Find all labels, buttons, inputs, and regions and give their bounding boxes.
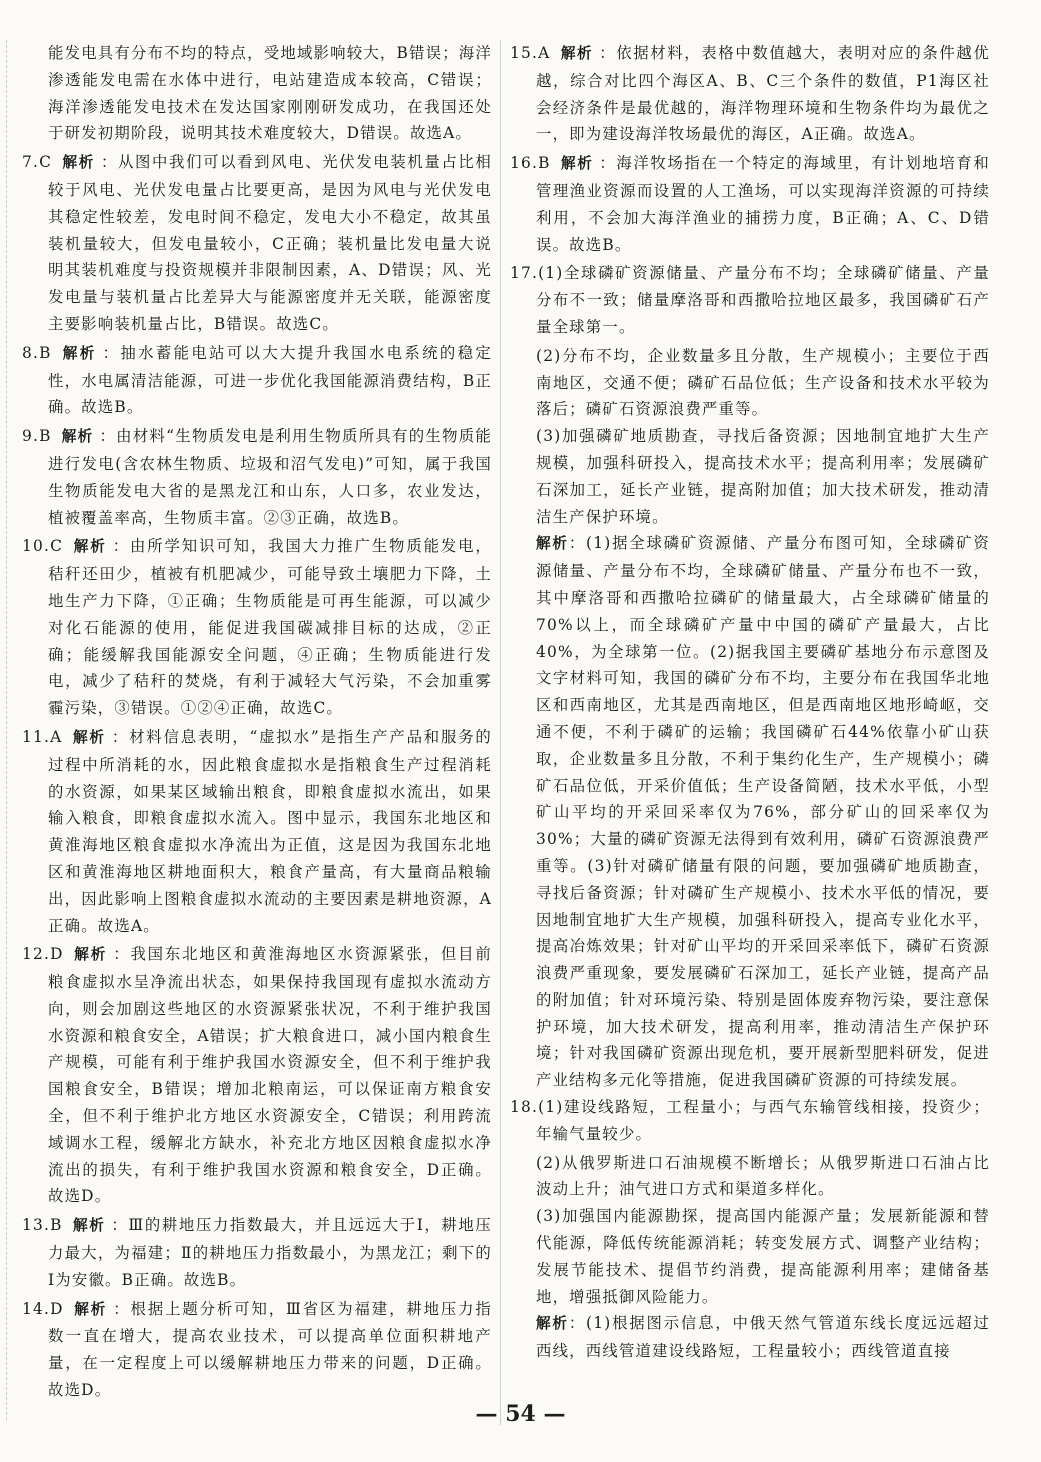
answer-18-part-2: (2)从俄罗斯进口石油规模不断增长；从俄罗斯进口石油占比波动上升；油气进口方式和渠道多样化。 xyxy=(536,1153,990,1199)
analysis-label: 解析 xyxy=(61,428,94,446)
analysis-label: 解析 xyxy=(73,538,107,556)
answer-18-analysis: 解析：(1)根据图示信息，中俄天然气管道东线长度远远超过西线，西线管道建设线路短，工程量较小；西线管道直接 xyxy=(536,1314,990,1361)
answer-11-text: 材料信息表明，“虚拟水”是指生产产品和服务的过程中所消耗的水，因此粮食虚拟水是指粮食生产过程消耗的水资源，如果某区域输出粮食，即粮食虚拟水流出，如果输入粮食，即粮食虚拟水流入。图中显示，我国东北地区和黄淮海地区粮食虚拟水净流出为正值，这是因为我国东北地区和黄淮海地区耕地面积大，粮食产量高，有大量商品粮输出，因此影响上图粮食虚拟水流动的主要因素是耕地资源，A正确。故选A。 xyxy=(48,727,493,935)
answer-17-part-2: (2)分布不均，企业数量多且分散，生产规模小；主要位于西南地区，交通不便；磷矿石品位低；生产设备和技术水平较为落后；磷矿石资源浪费严重等。 xyxy=(536,346,990,419)
answer-12-text: 我国东北地区和黄淮海地区水资源紧张，但目前粮食虚拟水呈净流出状态，如果保持我国现有虚拟水流动方向，则会加剧这些地区的水资源紧张状况，不利于维护我国水资源和粮食安全，A错误；扩大粮食进口，减小国内粮食生产规模，可能有利于维护我国水资源安全，但不利于维护我国粮食安全，B错误；增加北粮南运，可以保证南方粮食安全，但不利于维护北方地区水资源安全，C错误；利用跨流域调水工程，缓解北方缺水，补充北方地区因粮食虚拟水净流出的损失，有利于维护我国水资源和粮食安全，D正确。故选D。 xyxy=(48,945,492,1206)
analysis-label: 解析 xyxy=(72,1217,106,1235)
binding-line xyxy=(6,40,7,1420)
answer-9-text: 由材料“生物质发电是利用生物质所具有的生物质能进行发电(含农林生物质、垃圾和沼气发电)”可知，属于我国生物质能发电大省的是黑龙江和山东，人口多，农业发达，植被覆盖率高，生物质丰富。②③正确，故选B。 xyxy=(48,427,493,527)
answer-13-number: 13.B xyxy=(22,1216,63,1235)
answer-8-number: 8.B xyxy=(22,343,52,362)
analysis-label: 解析 xyxy=(536,1315,569,1333)
answer-10: 10.C 解析 ：由所学知识可知，我国大力推广生物质能发电，秸秆还田少，植被有机肥减少，可能导致土壤肥力下降，土地生产力下降，①正确；生物质能是可再生能源，可以减少对化石能源的使用，能促进我国碳减排目标的达成，②正确；能缓解我国能源安全问题，④正确；生物质能进行发电，减少了秸秆的焚烧，有利于减轻大气污染，不会加重雾霾污染，③错误。①②④正确，故选C。 xyxy=(22,537,493,718)
answer-14-text: 根据上题分析可知，Ⅲ省区为福建，耕地压力指数一直在增大，提高农业技术，可以提高单位面积耕地产量，在一定程度上可以缓解耕地压力带来的问题，D正确。故选D。 xyxy=(48,1299,493,1400)
answer-15-number: 15.A xyxy=(510,44,551,62)
answer-18-part-3: (3)加强国内能源勘探，提高国内能源产量；发展新能源和替代能源，降低传统能源消耗；转变发展方式、调整产业结构；发展节能技术、提倡节约消费，提高能源利用率；建储备基地，增强抵御风险能力。 xyxy=(536,1207,990,1306)
answer-15-text: 依据材料，表格中数值越大，表明对应的条件越优越，综合对比四个海区A、B、C三个条件的数值，P1海区社会经济条件是最优越的，海洋物理环境和生物条件均为最优之一，即为建设海洋牧场最优的海区，A正确。故选A。 xyxy=(536,44,991,144)
answer-continuation: 能发电具有分布不均的特点，受地域影响较大，B错误；海洋渗透能发电需在水体中进行，电站建造成本较高，C错误；海洋渗透能发电技术在发达国家刚刚研发成功，在我国还处于研发初期阶段，说明其技术难度较大，D错误。故选A。 xyxy=(48,44,492,143)
analysis-label: 解析 xyxy=(62,154,95,172)
answer-18-part-1 xyxy=(510,1094,990,1148)
analysis-label: 解析 xyxy=(73,946,108,964)
answer-13-text: Ⅲ的耕地压力指数最大，并且远远大于Ⅰ，耕地压力最大，为福建；Ⅱ的耕地压力指数最小，为黑龙江；剩下的Ⅰ为安徽。B正确。故选B。 xyxy=(48,1216,493,1289)
analysis-label: 解析 xyxy=(560,45,594,62)
analysis-label: 解析 xyxy=(61,344,97,362)
answer-17-analysis: 解析：(1)据全球磷矿资源储、产量分布图可知，全球磷矿资源储量、产量分布不均，全球磷矿储量、产量分布也不一致，其中摩洛哥和西撒哈拉磷矿的储量最大，占全球磷矿储量的70%以上，而全球磷矿产量中中国的磷矿产量最大，占比40%，为全球第一位。(2)据我国主要磷矿基地分布示意图及文字材料可知，我国的磷矿分布不均，主要分布在我国华北地区和西南地区，尤其是西南地区，但是西南地区地形崎岖，交通不便，不利于磷矿的运输；我国磷矿石44%依靠小矿山获取，企业数量多且分散，不利于集约化生产，生产规模小；磷矿石品位低，开采价值低；生产设备简陋，技术水平低，小型矿山平均的开采回采率仅为76%，部分矿山的回采率仅为30%；大量的磷矿资源无法得到有效利用，磷矿石资源浪费严重等。(3)针对磷矿储量有限的问题，要加强磷矿地质勘查，寻找后备资源；针对磷矿生产规模小、技术水平低的情况，要因地制宜地扩大生产规模，加强科研投入，提高专业化水平，提高冶炼效果；针对矿山平均的开采回采率低下，磷矿石资源浪费严重现象，要发展磷矿石深加工，延长产业链，提高产品的附加值；针对环境污染、特别是固体废弃物污染，要注意保护环境，加大技术研发，提高利用率，推动清洁生产保护环境；针对我国磷矿资源出现危机，要开展新型肥料研发，促进产业结构多元化等措施，促进我国磷矿资源的可持续发展。 xyxy=(536,534,990,1090)
answer-17-analysis-text: (1)据全球磷矿资源储、产量分布图可知，全球磷矿资源储量、产量分布不均，全球磷矿储量、产量分布也不一致，其中摩洛哥和西撒哈拉磷矿的储量最大，占全球磷矿储量的70%以上，而全球磷矿产量中中国的磷矿产量最大，占比40%，为全球第一位。(2)据我国主要磷矿基地分布示意图及文字材料可知，我国的磷矿分布不均，主要分布在我国华北地区和西南地区，尤其是西南地区，但是西南地区地形崎岖，交通不便，不利于磷矿的运输；我国磷矿石44%依靠小矿山获取，企业数量多且分散，不利于集约化生产，生产规模小；磷矿石品位低，开采价值低；生产设备简陋，技术水平低，小型矿山平均的开采回采率仅为76%，部分矿山的回采率仅为30%；大量的磷矿资源无法得到有效利用，磷矿石资源浪费严重等。(3)针对磷矿储量有限的问题，要加强磷矿地质勘查，寻找后备资源；针对磷矿生产规模小、技术水平低的情况，要因地制宜地扩大生产规模，加强科研投入，提高专业化水平，提高冶炼效果；针对矿山平均的开采回采率低下，磷矿石资源浪费严重现象，要发展磷矿石深加工，延长产业链，提高产品的附加值；针对环境污染、特别是固体废弃物污染，要注意保护环境，加大技术研发，提高利用率，推动清洁生产保护环境；针对我国磷矿资源出现危机，要开展新型肥料研发，促进产业结构多元化等措施，促进我国磷矿资源的可持续发展。 xyxy=(536,534,990,1090)
answer-17-number: 17. xyxy=(510,264,539,283)
left-column xyxy=(22,40,492,1406)
analysis-label: 解析 xyxy=(536,535,569,553)
answer-17-part-1-text: (1)全球磷矿资源储量、产量分布不均；全球磷矿储量、产量分布不一致；储量摩洛哥和西撒哈拉地区最多，我国磷矿石产量全球第一。 xyxy=(536,264,990,336)
page-number: — 54 — xyxy=(475,1401,566,1427)
answer-16: 16.B 解析 ：海洋牧场指在一个特定的海域里，有计划地培育和管理渔业资源而设置的人工渔场，可以实现海洋资源的可持续利用，不会加大海洋渔业的捕捞力度，B正确；A、C、D错误。故选B。 xyxy=(510,154,990,254)
answer-14: 14.D 解析 ：根据上题分析可知，Ⅲ省区为福建，耕地压力指数一直在增大，提高农业技术，可以提高单位面积耕地产量，在一定程度上可以缓解耕地压力带来的问题，D正确。故选D。 xyxy=(22,1299,493,1400)
answer-8-text: 抽水蓄能电站可以大大提升我国水电系统的稳定性，水电属清洁能源，可进一步优化我国能源消费结构，B正确。故选B。 xyxy=(48,343,492,417)
answer-9-number: 9.B xyxy=(22,427,52,446)
answer-18-part-1-text: (1)建设线路短，工程量小；与西气东输管线相接，投资少；年输气量较少。 xyxy=(536,1098,990,1143)
answer-9: 9.B 解析 ：由材料“生物质发电是利用生物质所具有的生物质能进行发电(含农林生物质、垃圾和沼气发电)”可知，属于我国生物质能发电大省的是黑龙江和山东，人口多，农业发达，植被覆盖率高，生物质丰富。②③正确，故选B。 xyxy=(22,427,493,527)
answer-13: 13.B 解析 ：Ⅲ的耕地压力指数最大，并且远远大于Ⅰ，耕地压力最大，为福建；Ⅱ的耕地压力指数最小，为黑龙江；剩下的Ⅰ为安徽。B正确。故选B。 xyxy=(22,1216,493,1289)
answer-7-text: 从图中我们可以看到风电、光伏发电装机量占比相较于风电、光伏发电量占比要更高，是因为风电与光伏发电其稳定性较差，发电时间不稳定，发电大小不稳定，故其虽装机量较大，但发电量较小，C正确；装机量比发电量大说明其装机难度与投资规模并非限制因素，A、D错误；风、光发电量与装机量占比差异大与能源密度并无关联，能源密度主要影响装机量占比，B错误。故选C。 xyxy=(48,153,493,333)
answer-12: 12.D 解析 ：我国东北地区和黄淮海地区水资源紧张，但目前粮食虚拟水呈净流出状态，如果保持我国现有虚拟水流动方向，则会加剧这些地区的水资源紧张状况，不利于维护我国水资源和粮食安全，A错误；扩大粮食进口，减小国内粮食生产规模，可能有利于维护我国水资源安全，但不利于维护我国粮食安全，B错误；增加北粮南运，可以保证南方粮食安全，但不利于维护北方地区水资源安全，C错误；利用跨流域调水工程，缓解北方缺水，补充北方地区因粮食虚拟水净流出的损失，有利于维护我国水资源和粮食安全，D正确。故选D。 xyxy=(22,945,492,1206)
answer-18-analysis-text: (1)根据图示信息，中俄天然气管道东线长度远远超过西线，西线管道建设线路短，工程量较小；西线管道直接 xyxy=(536,1314,990,1361)
answer-11-number: 11.A xyxy=(22,727,63,746)
analysis-label: 解析 xyxy=(73,1300,108,1318)
answer-7: 7.C 解析 ：从图中我们可以看到风电、光伏发电装机量占比相较于风电、光伏发电量占比要更高，是因为风电与光伏发电其稳定性较差，发电时间不稳定，发电大小不稳定，故其虽装机量较大，但发电量较小，C正确；装机量比发电量大说明其装机难度与投资规模并非限制因素，A、D错误；风、光发电量与装机量占比差异大与能源密度并无关联，能源密度主要影响装机量占比，B错误。故选C。 xyxy=(22,153,493,333)
answer-16-number: 16.B xyxy=(510,154,551,173)
right-column xyxy=(510,40,990,1365)
answer-12-number: 12.D xyxy=(22,945,64,964)
answer-17-part-1 xyxy=(510,260,990,340)
answer-15: 15.A 解析 ：依据材料，表格中数值越大，表明对应的条件越优越，综合对比四个海区A、B、C三个条件的数值，P1海区社会经济条件是最优越的，海洋物理环境和生物条件均为最优之一，即为建设海洋牧场最优的海区，A正确。故选A。 xyxy=(510,44,991,144)
answer-18-number: 18. xyxy=(510,1098,539,1117)
answer-17-part-3: (3)加强磷矿地质勘查，寻找后备资源；因地制宜地扩大生产规模，加强科研投入，提高技术水平；提高利用率；发展磷矿石深加工，延长产业链，提高附加值；加大技术研发，推动清洁生产保护环境。 xyxy=(536,427,990,526)
analysis-label: 解析 xyxy=(72,728,106,746)
answer-7-number: 7.C xyxy=(22,153,53,172)
answer-16-text: 海洋牧场指在一个特定的海域里，有计划地培育和管理渔业资源而设置的人工渔场，可以实现海洋资源的可持续利用，不会加大海洋渔业的捕捞力度，B正确；A、C、D错误。故选B。 xyxy=(536,154,990,254)
answer-14-number: 14.D xyxy=(22,1299,64,1318)
answer-10-text: 由所学知识可知，我国大力推广生物质能发电，秸秆还田少，植被有机肥减少，可能导致土壤肥力下降，土地生产力下降，①正确；生物质能是可再生能源，可以减少对化石能源的使用，能促进我国碳减排目标的达成，②正确；能缓解我国能源安全问题，④正确；生物质能进行发电，减少了秸秆的焚烧，有利于减轻大气污染，不会加重雾霾污染，③错误。①②④正确，故选C。 xyxy=(48,537,493,718)
answer-8: 8.B 解析 ：抽水蓄能电站可以大大提升我国水电系统的稳定性，水电属清洁能源，可进一步优化我国能源消费结构，B正确。故选B。 xyxy=(22,343,492,417)
column-divider xyxy=(500,40,501,1425)
analysis-label: 解析 xyxy=(560,155,594,173)
answer-11: 11.A 解析 ：材料信息表明，“虚拟水”是指生产产品和服务的过程中所消耗的水，因此粮食虚拟水是指粮食生产过程消耗的水资源，如果某区域输出粮食，即粮食虚拟水流出，如果输入粮食，即粮食虚拟水流入。图中显示，我国东北地区和黄淮海地区粮食虚拟水净流出为正值，这是因为我国东北地区和黄淮海地区耕地面积大，粮食产量高，有大量商品粮输出，因此影响上图粮食虚拟水流动的主要因素是耕地资源，A正确。故选A。 xyxy=(22,727,493,935)
answer-10-number: 10.C xyxy=(22,537,64,556)
